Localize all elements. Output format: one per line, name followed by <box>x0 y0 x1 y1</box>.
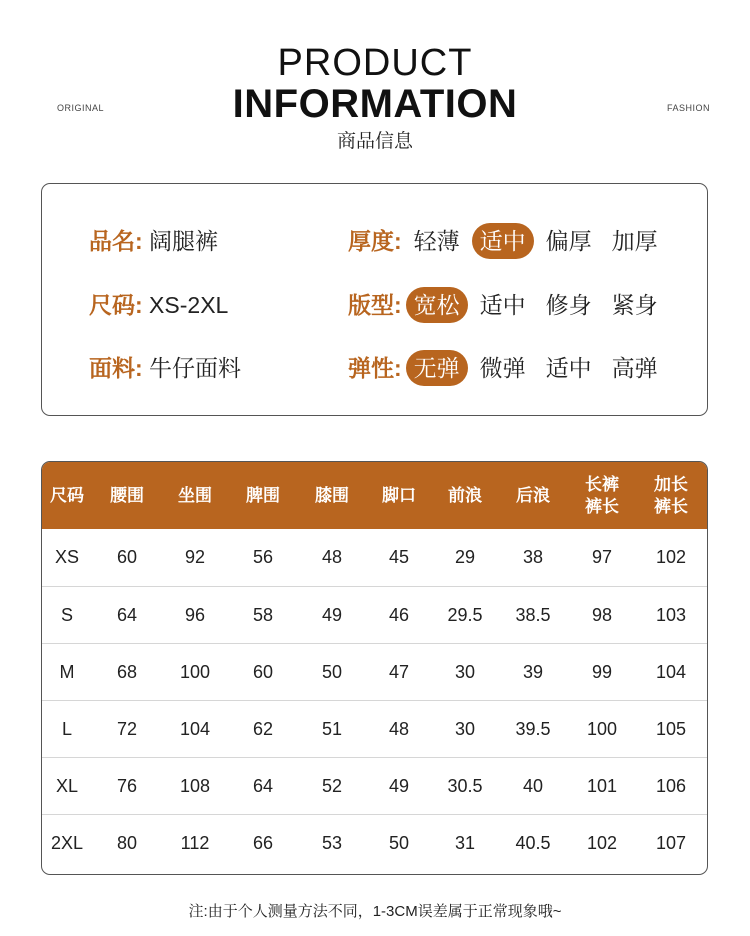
table-cell: 72 <box>116 718 138 739</box>
table-cell: 40 <box>522 775 544 796</box>
table-cell: 56 <box>252 547 274 567</box>
table-cell: 51 <box>321 718 343 739</box>
table-cell: 48 <box>388 718 410 739</box>
table-cell: 100 <box>179 661 211 682</box>
table-cell: 49 <box>388 775 410 796</box>
size-table <box>41 461 708 875</box>
header-title-information: INFORMATION <box>232 82 518 126</box>
table-cell: 49 <box>321 604 343 625</box>
table-header-cell: 长裤 裤长 <box>585 474 619 516</box>
info-right-field <box>348 348 670 388</box>
table-cell: 30 <box>454 718 476 739</box>
info-right-label: 弹性: <box>348 355 402 381</box>
table-cell: 52 <box>321 775 343 796</box>
table-cell: 92 <box>184 547 206 567</box>
table-header-cell: 坐围 <box>178 485 212 505</box>
table-row <box>42 586 707 643</box>
info-right-field <box>348 285 670 325</box>
table-cell: 58 <box>252 604 274 625</box>
info-left-field <box>89 221 218 261</box>
option: 适中 <box>479 292 526 318</box>
option: 微弹 <box>479 355 526 381</box>
option: 紧身 <box>611 292 658 318</box>
info-right-field <box>348 221 670 261</box>
table-cell: 2XL <box>50 832 84 853</box>
table-cell: 105 <box>655 718 687 739</box>
table-cell: 102 <box>655 547 687 567</box>
table-cell: 96 <box>184 604 206 625</box>
info-left-field <box>89 348 241 388</box>
header-right-tag: FASHION <box>666 103 710 113</box>
table-cell: 53 <box>321 832 343 853</box>
table-cell: 80 <box>116 832 138 853</box>
option: 适中 <box>545 355 592 381</box>
option: 修身 <box>545 292 592 318</box>
table-cell: 30.5 <box>447 775 483 796</box>
header-title-product: PRODUCT <box>277 42 473 84</box>
table-cell: 106 <box>655 775 687 796</box>
table-header-cell: 后浪 <box>516 485 550 505</box>
info-left-field <box>89 285 228 325</box>
option: 高弹 <box>611 355 658 381</box>
info-left-value: XS-2XL <box>142 292 229 318</box>
info-row <box>42 348 707 388</box>
table-cell: M <box>59 661 75 682</box>
table-cell: 39 <box>522 661 544 682</box>
table-cell: 112 <box>180 832 210 853</box>
footer-note: 注:由于个人测量方法不同，1-3CM误差属于正常现象哦~ <box>188 903 562 920</box>
table-header-cell: 尺码 <box>50 485 84 505</box>
table-cell: 62 <box>252 718 274 739</box>
table-cell: 60 <box>252 661 274 682</box>
table-cell: 64 <box>116 604 138 625</box>
table-header-cell: 前浪 <box>448 485 482 505</box>
option-selected: 适中 <box>472 223 534 259</box>
table-cell: 31 <box>454 832 476 853</box>
info-row <box>42 221 707 261</box>
option: 偏厚 <box>545 228 592 254</box>
table-row <box>42 700 707 757</box>
table-header-cell: 脚口 <box>382 485 416 505</box>
table-header-row <box>42 462 707 529</box>
table-header-cell: 加长 裤长 <box>654 474 688 516</box>
info-box <box>41 183 708 416</box>
table-cell: 29 <box>454 547 476 567</box>
option: 加厚 <box>611 228 658 254</box>
info-left-value: 牛仔面料 <box>142 355 242 381</box>
table-row <box>42 643 707 700</box>
table-cell: 50 <box>388 832 410 853</box>
table-cell: 46 <box>388 604 410 625</box>
header-subtitle: 商品信息 <box>336 131 413 152</box>
info-right-label: 厚度: <box>348 228 402 254</box>
table-cell: 64 <box>252 775 274 796</box>
table-cell: 68 <box>116 661 138 682</box>
table-cell: 108 <box>179 775 211 796</box>
table-cell: S <box>60 604 73 625</box>
table-cell: 99 <box>591 661 613 682</box>
table-cell: 107 <box>655 832 687 853</box>
table-cell: 50 <box>321 661 343 682</box>
table-cell: 38.5 <box>515 604 551 625</box>
info-left-label: 面料: <box>89 355 143 381</box>
info-left-label: 品名: <box>89 228 143 254</box>
info-left-label: 尺码: <box>89 292 143 318</box>
table-row <box>42 757 707 814</box>
header-left-tag: ORIGINAL <box>57 103 105 113</box>
table-header-cell: 脾围 <box>246 485 280 505</box>
table-cell: XL <box>55 775 79 796</box>
table-cell: 98 <box>591 604 613 625</box>
table-cell: 103 <box>655 604 687 625</box>
table-header-cell: 膝围 <box>315 485 349 505</box>
option: 轻薄 <box>413 228 460 254</box>
info-left-value: 阔腿裤 <box>142 228 219 254</box>
option-selected: 宽松 <box>406 287 468 323</box>
table-cell: 30 <box>454 661 476 682</box>
table-cell: 40.5 <box>515 832 551 853</box>
table-cell: 39.5 <box>515 718 551 739</box>
table-cell: 100 <box>586 718 618 739</box>
table-row <box>42 814 707 871</box>
table-cell: 101 <box>586 775 618 796</box>
table-row <box>42 529 707 586</box>
table-cell: 48 <box>321 547 343 567</box>
table-cell: 38 <box>522 547 544 567</box>
info-row <box>42 285 707 325</box>
info-right-label: 版型: <box>348 292 402 318</box>
table-cell: 47 <box>388 661 410 682</box>
option-selected: 无弹 <box>406 350 468 386</box>
table-cell: 76 <box>116 775 138 796</box>
table-cell: 102 <box>586 832 618 853</box>
table-cell: 60 <box>116 547 138 567</box>
table-cell: 104 <box>655 661 687 682</box>
table-cell: 66 <box>252 832 274 853</box>
table-cell: 97 <box>591 547 613 567</box>
table-cell: 104 <box>179 718 211 739</box>
table-header-cell: 腰围 <box>110 485 144 505</box>
table-cell: L <box>61 718 72 739</box>
table-cell: 29.5 <box>447 604 483 625</box>
table-cell: XS <box>54 547 79 567</box>
table-cell: 45 <box>388 547 410 567</box>
